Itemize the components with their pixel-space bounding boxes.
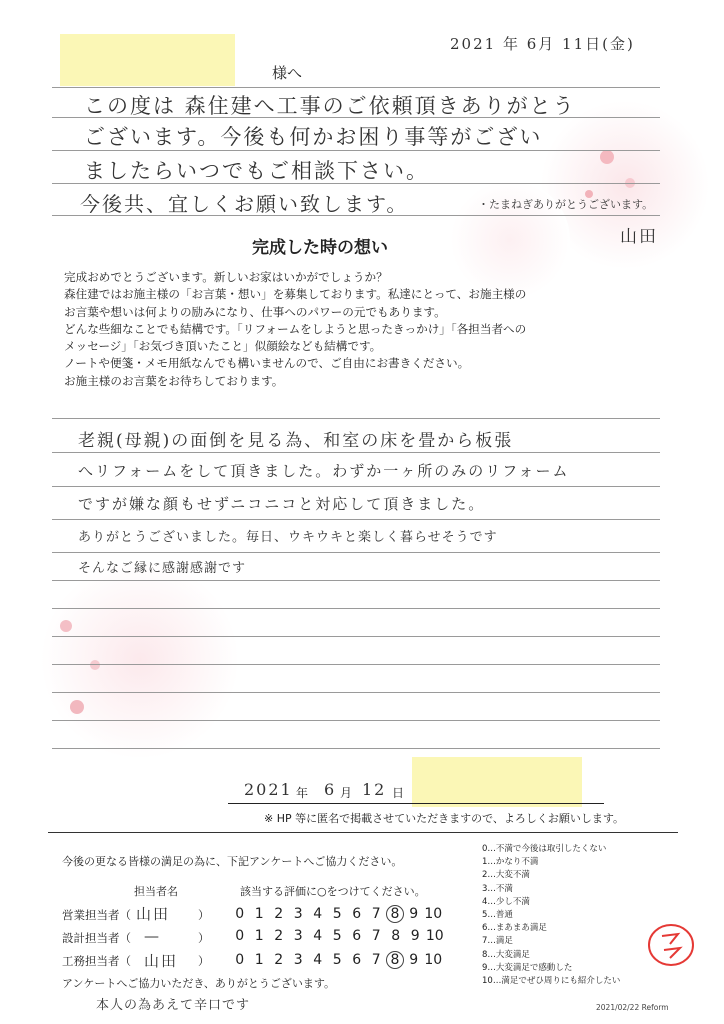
rule (52, 452, 660, 453)
intro-line: ノートや便箋・メモ用紙なんでも構いませんので、ご自由にお書きください。 (64, 356, 470, 371)
legend-item: 4…少し不満 (482, 896, 530, 907)
publish-notice: ※ HP 等に匿名で掲載させていただきますので、よろしくお願いします。 (264, 812, 625, 825)
section-title: 完成した時の想い (252, 238, 388, 258)
rating-legend (482, 843, 620, 988)
score-option[interactable]: 4 (313, 952, 323, 968)
rule (52, 692, 660, 693)
rule (52, 183, 660, 184)
score-option[interactable]: 5 (332, 952, 342, 968)
score-option[interactable]: 4 (313, 928, 323, 944)
role-label: 工務担当者（ (62, 954, 131, 968)
score-option[interactable]: 2 (274, 906, 284, 922)
message-line: ございます。今後も何かお困り事等がござい (84, 125, 543, 149)
signature-day: 12 (362, 780, 387, 799)
score-option[interactable]: 6 (352, 952, 362, 968)
customer-survey-comment: 本人の為あえて辛口です (96, 998, 251, 1013)
customer-line: ありがとうございました。毎日、ウキウキと楽しく暮らせそうです (78, 530, 498, 545)
red-mark-stamp (644, 920, 700, 970)
rule (52, 608, 660, 609)
score-option[interactable]: 5 (332, 906, 342, 922)
staff-header: 担当者名 (134, 885, 178, 898)
score-option[interactable]: 10 (424, 952, 443, 968)
intro-line: メッセージ」「お気づき頂いたこと」似顔絵なども結構です。 (64, 339, 382, 354)
role-close: ） (198, 931, 210, 945)
recipient-suffix: 様へ (272, 64, 303, 82)
score-option[interactable]: 9 (410, 928, 420, 944)
legend-item: 8…大変満足 (482, 949, 530, 960)
month-label: 月 (340, 786, 353, 800)
legend-item: 7…満足 (482, 936, 513, 947)
form-code: 2021/02/22 Reform (596, 1003, 669, 1012)
role-close: ） (198, 908, 210, 922)
score-option[interactable]: 7 (371, 906, 381, 922)
score-option[interactable]: 9 (409, 906, 419, 922)
rating-header: 該当する評価に○をつけてください。 (240, 885, 426, 898)
score-option[interactable]: 0 (235, 952, 245, 968)
score-option[interactable]: 1 (254, 906, 264, 922)
role-label: 設計担当者（ (62, 931, 131, 945)
score-option[interactable]: 5 (332, 928, 342, 944)
score-scale (230, 951, 443, 969)
section-divider (48, 832, 678, 833)
score-option[interactable]: 3 (293, 906, 303, 922)
message-line: 今後共、宜しくお願い致します。 (80, 192, 409, 216)
score-option[interactable]: 8 (391, 928, 401, 944)
legend-item: 2…大変不満 (482, 870, 530, 881)
rule (52, 486, 660, 487)
score-option[interactable]: 7 (371, 928, 381, 944)
intro-line: お施主様のお言葉をお待ちしております。 (64, 373, 284, 388)
staff-name: 山田 (136, 905, 171, 923)
legend-item: 9…大変満足で感動した (482, 962, 573, 973)
rule (52, 215, 660, 216)
customer-line: 老親(母親)の面倒を見る為、和室の床を畳から板張 (78, 431, 514, 451)
rule (52, 150, 660, 151)
header-rule (52, 87, 660, 88)
rule (52, 748, 660, 749)
signature-year: 2021 (244, 780, 293, 799)
customer-line: そんなご縁に感謝感謝です (78, 561, 247, 576)
legend-item: 10…満足でぜひ周りにも紹介したい (482, 976, 621, 987)
survey-intro: 今後の更なる皆様の満足の為に、下記アンケートへご協力ください。 (62, 855, 403, 868)
score-option[interactable]: 3 (293, 952, 303, 968)
rule (52, 720, 660, 721)
role-close: ） (198, 954, 210, 968)
year-label: 年 (296, 786, 309, 800)
score-option[interactable]: 1 (254, 928, 264, 944)
role-label: 営業担当者（ (62, 908, 131, 922)
signature-underline (228, 803, 604, 804)
score-option[interactable]: 0 (235, 928, 245, 944)
day-label: 日 (392, 786, 405, 800)
rule (52, 664, 660, 665)
rule (52, 552, 660, 553)
score-scale (230, 928, 445, 944)
rule (52, 418, 660, 419)
score-option[interactable]: 9 (409, 952, 419, 968)
score-option[interactable]: 6 (352, 906, 362, 922)
score-option[interactable]: 10 (425, 928, 444, 944)
legend-item: 3…不満 (482, 883, 513, 894)
legend-item: 0…不満で今後は取引したくない (482, 844, 607, 854)
score-option[interactable]: 3 (293, 928, 303, 944)
rule (52, 117, 660, 118)
score-option[interactable]: 8 (386, 905, 404, 923)
staff-name: 山田 (144, 952, 179, 970)
score-option[interactable]: 6 (352, 928, 362, 944)
score-option[interactable]: 2 (274, 928, 284, 944)
score-option[interactable]: 1 (254, 952, 264, 968)
legend-item: 6…まあまあ満足 (482, 923, 547, 934)
customer-line: へリフォームをして頂きました。わずか一ヶ所のみのリフォーム (78, 462, 570, 480)
signature-month: 6 (324, 780, 337, 799)
message-note: ・たまねぎありがとうございます。 (478, 198, 654, 211)
rule (52, 519, 660, 520)
intro-line: 森住建ではお施主様の「お言葉・想い」を募集しております。私達にとって、お施主様の (64, 287, 527, 302)
survey-thanks: アンケートへご協力いただき、ありがとうございます。 (62, 977, 336, 990)
score-option[interactable]: 8 (386, 951, 404, 969)
intro-line: 完成おめでとうございます。新しいお家はいかがでしょうか？ (64, 270, 388, 284)
intro-text (64, 269, 526, 390)
message-line: この度は 森住建へ工事のご依頼頂きありがとう (84, 94, 576, 118)
message-line: ましたらいつでもご相談下さい。 (84, 159, 429, 183)
score-option[interactable]: 0 (235, 906, 245, 922)
intro-line: お言葉や想いは何よりの励みになり、仕事へのパワーの元でもあります。 (64, 304, 446, 319)
redacted-customer-name (412, 757, 582, 807)
rule (52, 580, 660, 581)
score-option[interactable]: 4 (313, 906, 323, 922)
rule (52, 636, 660, 637)
intro-line: どんな些細なことでも結構です。「リフォームをしようと思ったきっかけ」「各担当者への (64, 321, 527, 336)
handwritten-date: 2021 年 6月 11日(金) (450, 35, 635, 53)
staff-name: — (144, 927, 161, 945)
redacted-recipient-name (60, 34, 235, 86)
score-scale (230, 905, 443, 923)
score-option[interactable]: 10 (424, 906, 443, 922)
message-signature: 山田 (620, 227, 658, 247)
customer-line: ですが嫌な顔もせずニコニコと対応して頂きました。 (78, 495, 486, 513)
legend-item: 1…かなり不満 (482, 857, 539, 868)
legend-item: 5…普通 (482, 910, 513, 921)
score-option[interactable]: 2 (274, 952, 284, 968)
score-option[interactable]: 7 (371, 952, 381, 968)
